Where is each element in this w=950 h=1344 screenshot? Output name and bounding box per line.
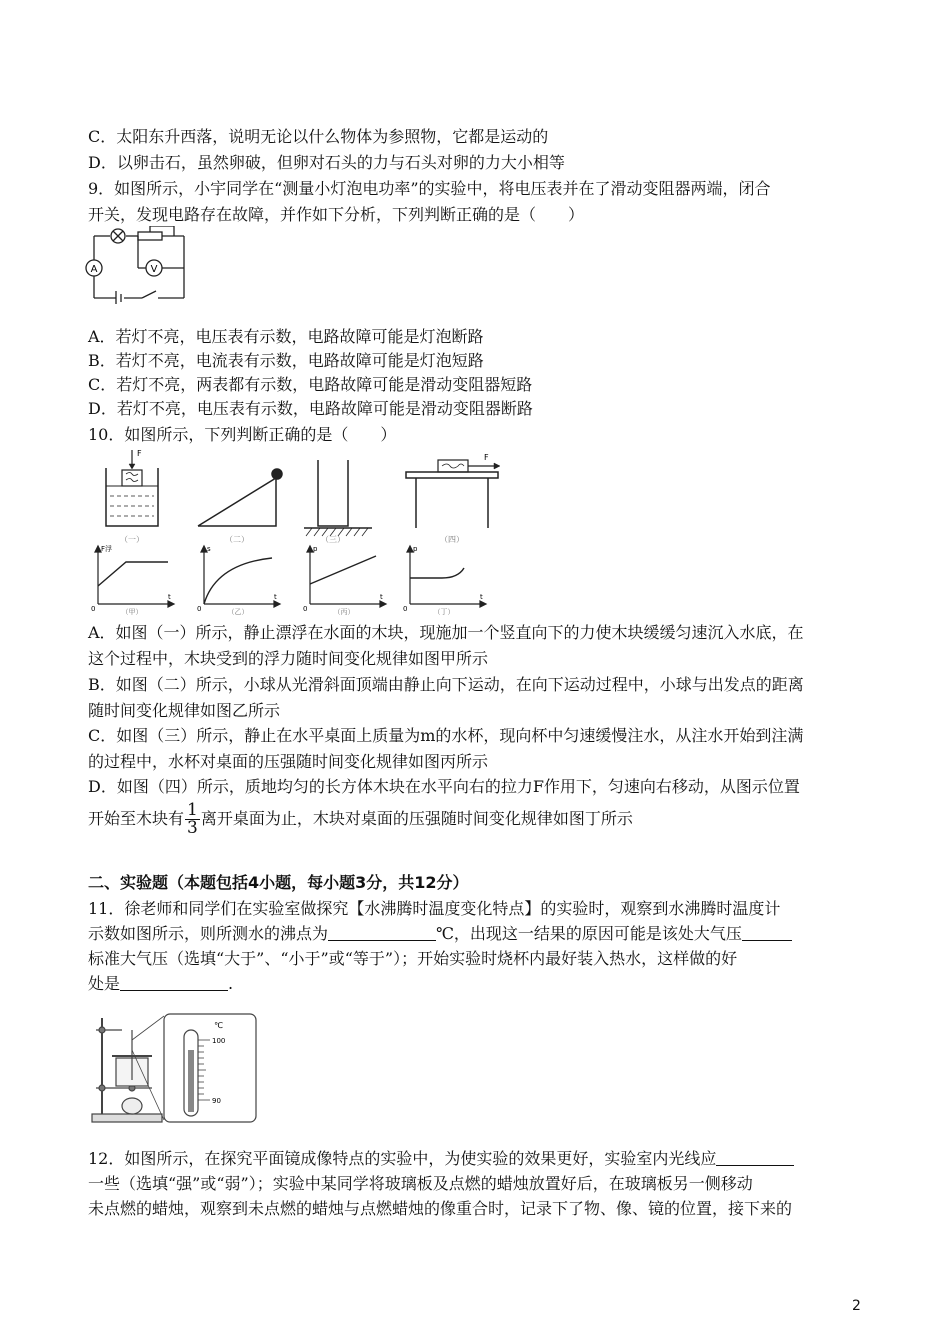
q10-option-a-line1: A．如图（一）所示，静止漂浮在水面的木块，现施加一个竖直向下的力使木块缓缓匀速沉入水底，在 (88, 623, 804, 642)
q9-option-a: A．若灯不亮，电压表有示数，电路故障可能是灯泡断路 (88, 327, 484, 346)
graph-bing (307, 546, 386, 607)
figure-4-table (406, 460, 500, 528)
q12-line1: 12．如图所示，在探究平面镜成像特点的实验中，为使实验的效果更好，实验室内光线应 (88, 1148, 794, 1170)
pressure-compare-blank[interactable] (742, 924, 792, 941)
q10-setup-figures (96, 448, 516, 544)
light-intensity-blank[interactable] (716, 1149, 794, 1166)
q10-option-d-post: 离开桌面为止，木块对桌面的压强随时间变化规律如图丁所示 (200, 809, 633, 828)
figure-1-force-label: F (137, 449, 142, 458)
benefit-blank[interactable] (120, 974, 228, 991)
graph-jia (95, 546, 174, 607)
voltmeter-label: V (150, 264, 158, 275)
figure-4-force-label: F (484, 453, 489, 462)
figure-2-incline (198, 469, 282, 526)
graph-ding-origin: 0 (403, 605, 408, 613)
graph-ding-xlabel: t (480, 593, 483, 601)
q10-stem: 10．如图所示，下列判断正确的是（ ） (88, 425, 397, 444)
q8-option-d: D．以卵击石，虽然卵破，但卵对石头的力与石头对卵的力大小相等 (88, 153, 565, 172)
one-third-fraction: $\frac{1}{3}$ (187, 800, 198, 838)
q12-line2: 一些（选填“强”或“弱”）；实验中某同学将玻璃板及点燃的蜡烛放置好后，在玻璃板另一侧移动 (88, 1174, 753, 1193)
graph-ding-ylabel: p (413, 545, 418, 553)
q9-option-b: B．若灯不亮，电流表有示数，电路故障可能是灯泡短路 (88, 351, 484, 370)
graph-yi-ylabel: s (207, 545, 211, 553)
graph-yi-label: （乙） (227, 608, 249, 616)
q8-option-c: C．太阳东升西落，说明无论以什么物体为参照物，它都是运动的 (88, 127, 549, 146)
ammeter-label: A (90, 264, 98, 275)
q9-option-c: C．若灯不亮，两表都有示数，电路故障可能是滑动变阻器短路 (88, 375, 533, 394)
q10-option-d-pre: 开始至木块有 (88, 809, 185, 828)
graph-yi-origin: 0 (197, 605, 202, 613)
figure-2-label: （二） (225, 535, 249, 544)
q10-option-c-line1: C．如图（三）所示，静止在水平桌面上质量为m的水杯，现向杯中匀速缓慢注水，从注水开始到注满 (88, 726, 804, 745)
q10-option-b-line2: 随时间变化规律如图乙所示 (88, 701, 281, 720)
figure-3-cup (304, 460, 372, 536)
q11-line4: 处是 . (88, 974, 234, 993)
graph-bing-label: （丙） (333, 608, 355, 616)
q10-option-d-line2 (88, 802, 633, 837)
figure-1-beaker (106, 450, 158, 526)
graph-bing-origin: 0 (303, 605, 308, 613)
q10-option-d-line1: D．如图（四）所示，质地均匀的长方体木块在水平向右的拉力F作用下，匀速向右移动，从图示位置 (88, 777, 800, 796)
graph-ding-label: （丁） (433, 608, 455, 616)
q11-line2: 示数如图所示，则所测水的沸点为 ℃，出现这一结果的原因可能是该处大气压 (88, 923, 792, 945)
graph-ding (407, 546, 486, 607)
q9-stem-line2: 开关，发现电路存在故障，并作如下分析，下列判断正确的是（ ） (88, 205, 585, 224)
q11-line3: 标准大气压（选填“大于”、“小于”或“等于”）；开始实验时烧杯内最好装入热水，这样做的好 (88, 949, 738, 968)
graph-jia-ylabel: F浮 (101, 545, 113, 553)
q11-boiling-apparatus-figure (88, 1010, 262, 1126)
section-2-heading: 二、实验题（本题包括4小题，每小题3分，共12分） (88, 873, 469, 892)
thermometer-90-label: 90 (212, 1097, 221, 1105)
graph-jia-xlabel: t (168, 593, 171, 601)
thermometer-100-label: 100 (212, 1037, 226, 1045)
q10-graphs (90, 542, 520, 616)
graph-bing-ylabel: p (313, 545, 318, 553)
figure-3-label: （三） (321, 535, 345, 544)
graph-yi-xlabel: t (274, 593, 277, 601)
graph-yi (201, 546, 280, 607)
q10-option-c-line2: 的过程中，水杯对桌面的压强随时间变化规律如图丙所示 (88, 752, 489, 771)
q10-option-b-line1: B．如图（二）所示，小球从光滑斜面顶端由静止向下运动，在向下运动过程中，小球与出发点的距离 (88, 675, 804, 694)
graph-jia-label: （甲） (121, 608, 143, 616)
q9-circuit-diagram (84, 226, 194, 304)
figure-1-label: （一） (120, 535, 144, 544)
q11-line1: 11．徐老师和同学们在实验室做探究【水沸腾时温度变化特点】的实验时，观察到水沸腾时温度计 (88, 899, 781, 918)
thermometer-unit: ℃ (214, 1021, 223, 1030)
q12-line3: 未点燃的蜡烛，观察到未点燃的蜡烛与点燃蜡烛的像重合时，记录下了物、像、镜的位置，接下来的 (88, 1199, 793, 1218)
page-number: 2 (852, 1298, 861, 1314)
q9-stem-line1: 9．如图所示，小宇同学在“测量小灯泡电功率”的实验中，将电压表并在了滑动变阻器两端，闭合 (88, 179, 771, 198)
graph-bing-xlabel: t (380, 593, 383, 601)
figure-4-label: （四） (440, 535, 464, 544)
q10-option-a-line2: 这个过程中，木块受到的浮力随时间变化规律如图甲所示 (88, 649, 489, 668)
q9-option-d: D．若灯不亮，电压表有示数，电路故障可能是滑动变阻器断路 (88, 399, 533, 418)
graph-jia-origin: 0 (91, 605, 96, 613)
boiling-point-blank[interactable] (328, 924, 436, 941)
